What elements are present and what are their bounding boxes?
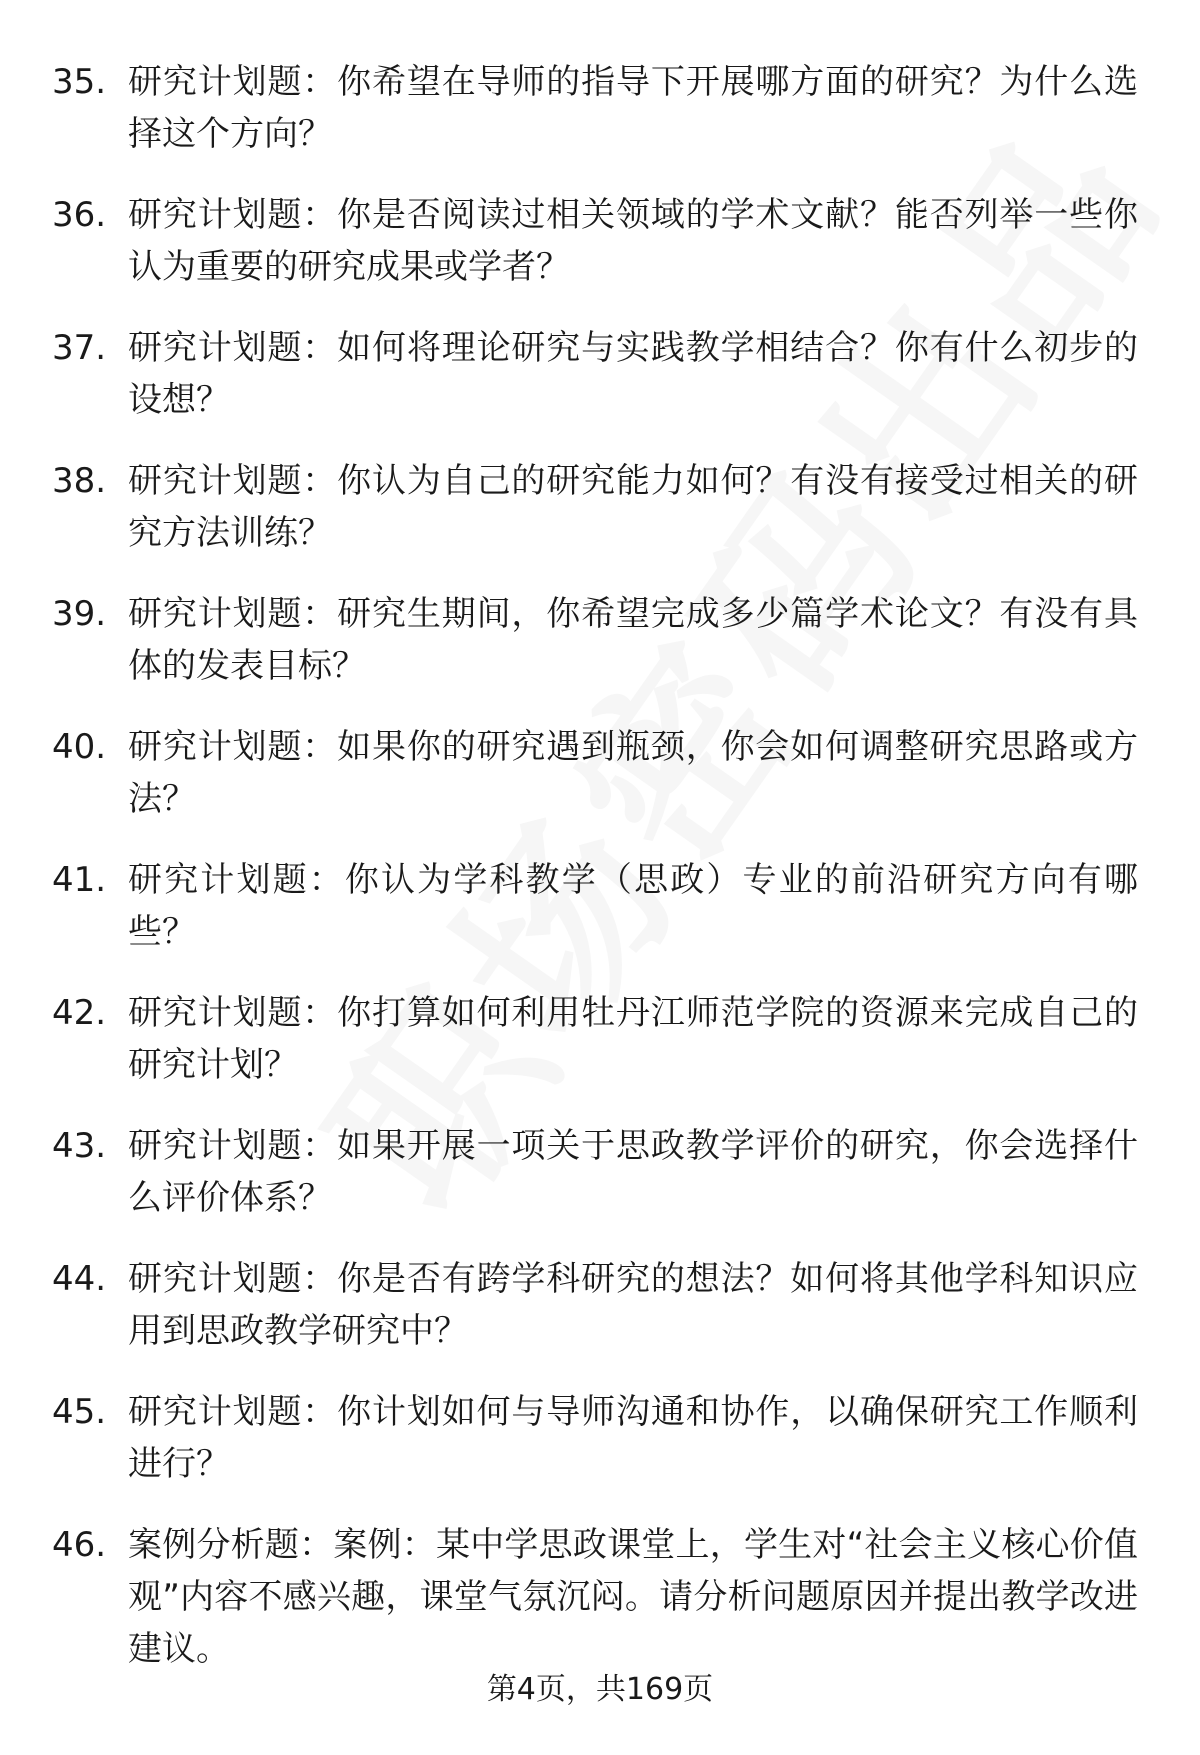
question-number: 42.: [52, 993, 107, 1033]
list-item: [0, 588, 1200, 721]
question-text: 研究计划题：你认为自己的研究能力如何？有没有接受过相关的研究方法训练？: [128, 461, 1138, 553]
list-item: [0, 56, 1200, 189]
list-item: [0, 721, 1200, 854]
question-text: 研究计划题：你计划如何与导师沟通和协作，以确保研究工作顺利进行？: [128, 1392, 1138, 1484]
list-item: [0, 987, 1200, 1120]
question-number: 40.: [52, 727, 107, 767]
question-number: 44.: [52, 1259, 107, 1299]
question-text: 研究计划题：如何将理论研究与实践教学相结合？你有什么初步的设想？: [128, 328, 1138, 420]
question-number: 46.: [52, 1525, 107, 1565]
question-number: 37.: [52, 328, 107, 368]
page-number: 第4页，共169页: [486, 1672, 714, 1707]
question-text: 研究计划题：你希望在导师的指导下开展哪方面的研究？为什么选择这个方向？: [128, 62, 1138, 154]
question-number: 38.: [52, 461, 107, 501]
list-item: [0, 854, 1200, 987]
list-item: [0, 1120, 1200, 1253]
question-text: 案例分析题：案例：某中学思政课堂上，学生对“社会主义核心价值观”内容不感兴趣，课堂气氛沉闷。请分析问题原因并提出教学改进建议。: [128, 1525, 1138, 1669]
question-number: 45.: [52, 1392, 107, 1432]
question-text: 研究计划题：你认为学科教学（思政）专业的前沿研究方向有哪些？: [128, 860, 1138, 952]
list-item: [0, 322, 1200, 455]
question-text: 研究计划题：研究生期间，你希望完成多少篇学术论文？有没有具体的发表目标？: [128, 594, 1138, 686]
question-number: 36.: [52, 195, 107, 235]
question-text: 研究计划题：你是否阅读过相关领域的学术文献？能否列举一些你认为重要的研究成果或学者？: [128, 195, 1138, 287]
question-number: 39.: [52, 594, 107, 634]
list-item: [0, 1386, 1200, 1519]
list-item: [0, 1519, 1200, 1669]
question-number: 43.: [52, 1126, 107, 1166]
question-text: 研究计划题：如果开展一项关于思政教学评价的研究，你会选择什么评价体系？: [128, 1126, 1138, 1218]
question-text: 研究计划题：你打算如何利用牡丹江师范学院的资源来完成自己的研究计划？: [128, 993, 1138, 1085]
question-list: [0, 56, 1200, 1669]
question-number: 35.: [52, 62, 107, 102]
list-item: [0, 189, 1200, 322]
question-text: 研究计划题：如果你的研究遇到瓶颈，你会如何调整研究思路或方法？: [128, 727, 1138, 819]
list-item: [0, 455, 1200, 588]
list-item: [0, 1253, 1200, 1386]
question-text: 研究计划题：你是否有跨学科研究的想法？如何将其他学科知识应用到思政教学研究中？: [128, 1259, 1138, 1351]
question-number: 41.: [52, 860, 107, 900]
